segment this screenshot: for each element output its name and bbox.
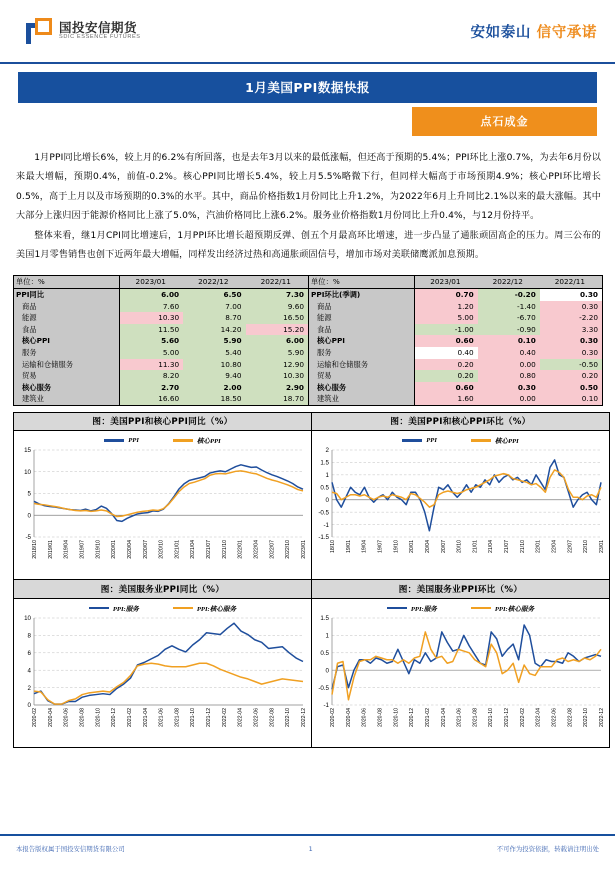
table-row xyxy=(309,359,603,371)
y-axis-tick-label: -5 xyxy=(25,534,31,542)
y-axis-tick-label: 2 xyxy=(325,447,329,455)
table-cell: 14.20 xyxy=(183,324,245,336)
y-axis-tick-label: 1.5 xyxy=(320,460,329,468)
legend-item xyxy=(173,603,236,613)
x-axis-tick-label: 22/01 xyxy=(535,540,542,554)
chart-ppi-core-mom xyxy=(312,412,610,581)
table-cell: 1.20 xyxy=(415,301,478,313)
table-cell: 5.90 xyxy=(183,335,245,347)
chart-series-line xyxy=(34,471,303,517)
legend-label: PPI:核心服务 xyxy=(196,605,237,613)
slogan-part-orange: 信守承诺 xyxy=(536,24,597,41)
x-axis-tick-label: 2021/10 xyxy=(221,540,228,560)
x-axis-tick-label: 2022-04 xyxy=(237,707,244,728)
table-header-row xyxy=(14,276,308,288)
table-row-label: 食品 xyxy=(14,324,120,336)
y-axis-tick-label: 1 xyxy=(325,632,329,640)
x-axis-tick-label: 2020-04 xyxy=(345,707,352,728)
x-axis-tick-label: 20/10 xyxy=(456,540,463,554)
chart-legend xyxy=(14,599,311,614)
x-axis-tick-label: 2021/04 xyxy=(190,540,197,560)
x-axis-tick-label: 2022-12 xyxy=(599,707,605,728)
y-axis-tick-label: 2 xyxy=(27,684,31,692)
table-cell: -2.20 xyxy=(540,312,602,324)
table-cell: 0.50 xyxy=(540,382,602,394)
y-axis-tick-label: -0.5 xyxy=(318,684,329,692)
legend-label: 核心PPI xyxy=(494,438,519,446)
table-row-label: 核心PPI xyxy=(14,335,120,347)
table-cell: 0.20 xyxy=(415,359,478,371)
table-row-label: 商品 xyxy=(14,301,120,313)
chart-svg xyxy=(312,446,607,579)
x-axis-tick-label: 20/04 xyxy=(424,540,431,554)
article-body xyxy=(16,149,601,265)
table-cell: 1.60 xyxy=(415,393,478,405)
legend-label: PPI:核心服务 xyxy=(494,605,535,613)
chart-title: 图：美国服务业PPI环比（%） xyxy=(312,580,609,599)
table-row xyxy=(14,301,308,313)
table-cell: 0.30 xyxy=(540,335,602,347)
table-column-header: 2023/01 xyxy=(120,276,183,288)
table-cell: 9.60 xyxy=(246,301,308,313)
x-axis-tick-label: 21/10 xyxy=(519,540,526,554)
table-cell: 0.30 xyxy=(540,301,602,313)
x-axis-tick-label: 2020/10 xyxy=(158,540,165,560)
chart-legend xyxy=(312,431,609,446)
x-axis-tick-label: 2020/01 xyxy=(111,540,118,560)
legend-item xyxy=(89,603,139,613)
x-axis-tick-label: 2022/07 xyxy=(269,540,276,560)
x-axis-tick-label: 2021-10 xyxy=(488,707,495,728)
chart-series-line xyxy=(34,623,303,704)
table-cell: 11.50 xyxy=(120,324,183,336)
table-cell: 5.40 xyxy=(183,347,245,359)
table-row xyxy=(309,393,603,405)
table-row-label: 建筑业 xyxy=(14,393,120,405)
table-row xyxy=(309,347,603,359)
x-axis-tick-label: 2022-04 xyxy=(535,707,542,728)
x-axis-tick-label: 2020-02 xyxy=(32,707,38,728)
table-row xyxy=(14,335,308,347)
x-axis-tick-label: 20/01 xyxy=(409,540,416,554)
chart-series-line xyxy=(34,663,303,704)
x-axis-tick-label: 21/01 xyxy=(472,540,479,554)
legend-swatch xyxy=(89,607,109,610)
table-unit-label: 单位：% xyxy=(309,276,415,288)
x-axis-tick-label: 2022-06 xyxy=(253,707,260,728)
x-axis-tick-label: 19/10 xyxy=(393,540,400,554)
table-cell: 18.50 xyxy=(183,393,245,405)
table-cell: 0.00 xyxy=(478,393,540,405)
table-cell: 11.30 xyxy=(120,359,183,371)
table-cell: 7.30 xyxy=(246,289,308,301)
table-cell: 0.10 xyxy=(540,393,602,405)
table-row-label: 服务 xyxy=(14,347,120,359)
table-cell: 0.70 xyxy=(415,289,478,301)
table-column-header: 2022/12 xyxy=(183,276,245,288)
legend-item xyxy=(471,435,519,445)
table-row xyxy=(14,289,308,301)
x-axis-tick-label: 2021/07 xyxy=(206,540,213,560)
x-axis-tick-label: 2021-04 xyxy=(440,707,447,728)
chart-series-line xyxy=(332,460,601,531)
table-cell: 0.40 xyxy=(478,347,540,359)
x-axis-tick-label: 2020-04 xyxy=(47,707,54,728)
table-row xyxy=(309,301,603,313)
x-axis-tick-label: 2021-02 xyxy=(126,707,133,728)
table-cell: 0.40 xyxy=(415,347,478,359)
y-axis-tick-label: 0 xyxy=(325,497,329,505)
table-row xyxy=(14,382,308,394)
table-cell: 2.00 xyxy=(183,382,245,394)
y-axis-tick-label: -1.5 xyxy=(318,534,329,542)
chart-series-line xyxy=(34,465,303,522)
footer-copyright: 本报告版权属于国投安信期货有限公司 xyxy=(16,845,125,853)
chart-plot-area xyxy=(14,446,311,579)
legend-label: PPI xyxy=(426,436,437,444)
legend-label: PPI:服务 xyxy=(410,605,437,613)
table-cell: 3.30 xyxy=(540,324,602,336)
x-axis-tick-label: 2022-10 xyxy=(285,707,292,728)
x-axis-tick-label: 2020/04 xyxy=(126,540,133,560)
table-row xyxy=(14,312,308,324)
table-row xyxy=(309,382,603,394)
table-cell: 8.70 xyxy=(183,312,245,324)
table-cell: 6.00 xyxy=(246,335,308,347)
x-axis-tick-label: 2021/01 xyxy=(174,540,181,560)
x-axis-tick-label: 2022-08 xyxy=(269,707,276,728)
x-axis-tick-label: 2021-08 xyxy=(472,707,479,728)
x-axis-tick-label: 2020-02 xyxy=(330,707,336,728)
x-axis-tick-label: 2021-04 xyxy=(142,707,149,728)
x-axis-tick-label: 2022-12 xyxy=(301,707,307,728)
y-axis-tick-label: 15 xyxy=(24,447,31,455)
x-axis-tick-label: 21/04 xyxy=(488,540,495,554)
table-row-label: 贸易 xyxy=(309,370,415,382)
table-row-label: 建筑业 xyxy=(309,393,415,405)
table-row-label: 商品 xyxy=(309,301,415,313)
sdic-essence-logo-icon xyxy=(26,18,52,44)
y-axis-tick-label: 10 xyxy=(24,469,31,477)
page-title: 1月美国PPI数据快报 xyxy=(18,72,597,103)
table-cell: 0.80 xyxy=(478,370,540,382)
table-cell: 10.30 xyxy=(246,370,308,382)
y-axis-tick-label: 0.5 xyxy=(320,649,329,657)
table-cell: 10.80 xyxy=(183,359,245,371)
chart-plot-area xyxy=(14,614,311,747)
x-axis-tick-label: 22/10 xyxy=(583,540,590,554)
chart-series-line xyxy=(332,625,601,689)
x-axis-tick-label: 2019/07 xyxy=(79,540,86,560)
highlight-badge: 点石成金 xyxy=(412,107,597,136)
table-column-header: 2022/11 xyxy=(540,276,602,288)
table-row xyxy=(309,324,603,336)
table-row-label: 贸易 xyxy=(14,370,120,382)
x-axis-tick-label: 2022/01 xyxy=(237,540,244,560)
legend-swatch xyxy=(471,607,491,610)
y-axis-tick-label: -1 xyxy=(323,702,329,710)
y-axis-tick-label: 0 xyxy=(27,702,31,710)
table-cell: 0.60 xyxy=(415,335,478,347)
table-row xyxy=(14,393,308,405)
table-cell: 5.60 xyxy=(120,335,183,347)
x-axis-tick-label: 2019/10 xyxy=(95,540,102,560)
x-axis-tick-label: 20/07 xyxy=(440,540,447,554)
x-axis-tick-label: 22/07 xyxy=(567,540,574,554)
table-cell: 12.90 xyxy=(246,359,308,371)
table-cell: 2.90 xyxy=(246,382,308,394)
y-axis-tick-label: -0.5 xyxy=(318,509,329,517)
table-cell: 0.60 xyxy=(415,382,478,394)
chart-legend xyxy=(312,599,609,614)
x-axis-tick-label: 18/10 xyxy=(330,540,336,554)
chart-services-ppi-yoy xyxy=(13,580,312,748)
x-axis-tick-label: 19/07 xyxy=(377,540,384,554)
x-axis-tick-label: 2021-02 xyxy=(424,707,431,728)
article-paragraph-2: 整体来看，继1月CPI同比增速后，1月PPI环比增长超预期反弹、创五个月最高环比增速，进一步凸显了通胀顽固高企的压力。周三公布的美国1月零售销售也创下近两年最大增幅，同样发出经济过热和高通胀顽固信号，增加市场对美联储鹰派加息预期。 xyxy=(16,230,601,261)
table-cell: 8.20 xyxy=(120,370,183,382)
table-cell: 0.30 xyxy=(478,382,540,394)
x-axis-tick-label: 2020-06 xyxy=(361,707,368,728)
footer-page-number: 1 xyxy=(308,844,313,853)
table-cell: 15.20 xyxy=(246,324,308,336)
table-cell: -1.00 xyxy=(415,324,478,336)
table-cell: 10.30 xyxy=(120,312,183,324)
tag-row xyxy=(18,107,597,136)
x-axis-tick-label: 2021-12 xyxy=(206,707,213,728)
table-header-row xyxy=(309,276,603,288)
y-axis-tick-label: 1.5 xyxy=(320,615,329,623)
table-cell: 2.70 xyxy=(120,382,183,394)
legend-swatch xyxy=(387,607,407,610)
x-axis-tick-label: 22/04 xyxy=(551,540,558,554)
table-column-header: 2023/01 xyxy=(415,276,478,288)
table-row-label: PPI同比 xyxy=(14,289,120,301)
table-row-label: 核心PPI xyxy=(309,335,415,347)
y-axis-tick-label: 0 xyxy=(27,512,31,520)
x-axis-tick-label: 2020-06 xyxy=(63,707,70,728)
table-cell: -1.40 xyxy=(478,301,540,313)
table-cell: 7.00 xyxy=(183,301,245,313)
x-axis-tick-label: 2020/07 xyxy=(142,540,149,560)
table-cell: -0.50 xyxy=(540,359,602,371)
x-axis-tick-label: 21/07 xyxy=(504,540,511,554)
brand-name-en: SDIC ESSENCE FUTURES xyxy=(59,34,141,41)
brand-name-cn: 国投安信期货 xyxy=(59,20,138,35)
table-row-label: 能源 xyxy=(309,312,415,324)
table-row xyxy=(14,370,308,382)
table-row xyxy=(14,324,308,336)
y-axis-tick-label: 0.5 xyxy=(320,484,329,492)
chart-ppi-core-yoy xyxy=(13,412,312,581)
page-header xyxy=(0,0,615,64)
slogan-part-blue: 安如泰山 xyxy=(470,24,531,41)
table-cell: 16.60 xyxy=(120,393,183,405)
table-body xyxy=(14,289,308,405)
chart-svg xyxy=(14,446,309,579)
chart-svg xyxy=(312,614,607,747)
x-axis-tick-label: 2020-12 xyxy=(111,707,118,728)
article-paragraph-1: 1月PPI同比增长6%，较上月的6.2%有所回落，也是去年3月以来的最低涨幅，但还高于预期的5.4%；PPI环比上涨0.7%，为去年6月份以来最大增幅，预期0.4%，前值-0.2%。核心PPI同比增长5.4%，较上月5.5%略微下行，但同样大幅高于市场预期4.9%；核心PPI环比增长0.5%，高于上月以及市场预期的0.3%的水平。其中，商品价格指数1月份同比上升1.2%，为2022年6月上升同比2.1%以来的最大涨幅。其中大部分上涨归因于能源价格同比上涨了5.0%，汽油价格同比上涨6.2%。服务业价格指数1月份同比上升0.4%，与12月份持平。 xyxy=(16,153,601,222)
x-axis-tick-label: 2022-02 xyxy=(221,707,228,728)
y-axis-tick-label: 6 xyxy=(27,649,31,657)
legend-item xyxy=(104,435,139,445)
legend-swatch xyxy=(104,439,124,442)
x-axis-tick-label: 2021-12 xyxy=(504,707,511,728)
table-cell: 0.10 xyxy=(478,335,540,347)
legend-swatch xyxy=(471,439,491,442)
table-column-header: 2022/12 xyxy=(478,276,540,288)
chart-title: 图：美国服务业PPI同比（%） xyxy=(14,580,311,599)
x-axis-tick-label: 2020-08 xyxy=(377,707,384,728)
table-cell: 0.20 xyxy=(540,370,602,382)
x-axis-tick-label: 2020-08 xyxy=(79,707,86,728)
table-row xyxy=(309,335,603,347)
x-axis-tick-label: 2022/10 xyxy=(285,540,292,560)
table-row-label: 食品 xyxy=(309,324,415,336)
chart-legend xyxy=(14,431,311,446)
table-cell: 5.90 xyxy=(246,347,308,359)
table-row xyxy=(309,312,603,324)
legend-label: PPI:服务 xyxy=(112,605,139,613)
table-row xyxy=(309,289,603,301)
x-axis-tick-label: 2022/04 xyxy=(253,540,260,560)
table-cell: 6.50 xyxy=(183,289,245,301)
x-axis-tick-label: 2020-10 xyxy=(95,707,102,728)
legend-item xyxy=(402,435,437,445)
legend-swatch xyxy=(402,439,422,442)
table-cell: 16.50 xyxy=(246,312,308,324)
chart-title: 图：美国PPI和核心PPI环比（%） xyxy=(312,413,609,432)
brand-text xyxy=(59,21,141,41)
table-cell: 0.00 xyxy=(478,359,540,371)
table-cell: 0.20 xyxy=(415,370,478,382)
table-row-label: 服务 xyxy=(309,347,415,359)
table-row xyxy=(309,370,603,382)
legend-label: PPI xyxy=(128,436,139,444)
x-axis-tick-label: 2021-10 xyxy=(190,707,197,728)
ppi-mom-table xyxy=(308,276,602,405)
table-column-header: 2022/11 xyxy=(246,276,308,288)
y-axis-tick-label: 1 xyxy=(325,472,329,480)
charts-grid xyxy=(13,412,603,748)
table-row-label: 运输和仓储服务 xyxy=(309,359,415,371)
table-row-label: 核心服务 xyxy=(14,382,120,394)
table-row-label: 核心服务 xyxy=(309,382,415,394)
x-axis-tick-label: 2022-02 xyxy=(519,707,526,728)
table-cell: 5.00 xyxy=(120,347,183,359)
x-axis-tick-label: 2019/01 xyxy=(47,540,54,560)
brand xyxy=(26,18,141,44)
x-axis-tick-label: 2022-08 xyxy=(567,707,574,728)
y-axis-tick-label: 0 xyxy=(325,667,329,675)
x-axis-tick-label: 2023/01 xyxy=(301,540,307,560)
table-row xyxy=(14,347,308,359)
slogan xyxy=(471,21,597,42)
footer-disclaimer: 不可作为投资依据，转载请注明出处 xyxy=(496,845,599,853)
legend-swatch xyxy=(173,607,193,610)
table-row-label: 运输和仓储服务 xyxy=(14,359,120,371)
legend-label: 核心PPI xyxy=(196,438,221,446)
legend-item xyxy=(173,435,221,445)
y-axis-tick-label: 5 xyxy=(27,491,31,499)
x-axis-tick-label: 2020-10 xyxy=(393,707,400,728)
x-axis-tick-label: 2021-08 xyxy=(174,707,181,728)
table-cell: 0.30 xyxy=(540,289,602,301)
x-axis-tick-label: 2018/10 xyxy=(32,540,38,560)
table-cell: -6.70 xyxy=(478,312,540,324)
table-row-label: PPI环比(季调) xyxy=(309,289,415,301)
data-tables xyxy=(13,275,603,406)
table-cell: 6.00 xyxy=(120,289,183,301)
table-cell: -0.90 xyxy=(478,324,540,336)
x-axis-tick-label: 23/01 xyxy=(599,540,605,554)
table-cell: 5.00 xyxy=(415,312,478,324)
x-axis-tick-label: 2021-06 xyxy=(158,707,165,728)
chart-title: 图：美国PPI和核心PPI同比（%） xyxy=(14,413,311,432)
table-cell: -0.20 xyxy=(478,289,540,301)
x-axis-tick-label: 19/01 xyxy=(345,540,352,554)
y-axis-tick-label: -1 xyxy=(323,522,329,530)
chart-svg xyxy=(14,614,309,747)
table-row-label: 能源 xyxy=(14,312,120,324)
legend-swatch xyxy=(173,439,193,442)
x-axis-tick-label: 2021-06 xyxy=(456,707,463,728)
chart-services-ppi-mom xyxy=(312,580,610,748)
table-row xyxy=(14,359,308,371)
x-axis-tick-label: 2022-10 xyxy=(583,707,590,728)
x-axis-tick-label: 2020-12 xyxy=(409,707,416,728)
legend-item xyxy=(387,603,437,613)
ppi-yoy-table xyxy=(14,276,308,405)
x-axis-tick-label: 19/04 xyxy=(361,540,368,554)
y-axis-tick-label: 8 xyxy=(27,632,31,640)
table-cell: 18.70 xyxy=(246,393,308,405)
table-unit-label: 单位：% xyxy=(14,276,120,288)
x-axis-tick-label: 2019/04 xyxy=(63,540,70,560)
y-axis-tick-label: 10 xyxy=(24,615,31,623)
table-body xyxy=(309,289,603,405)
chart-plot-area xyxy=(312,614,609,747)
table-cell: 7.60 xyxy=(120,301,183,313)
page-footer xyxy=(0,834,615,870)
x-axis-tick-label: 2022-06 xyxy=(551,707,558,728)
chart-plot-area xyxy=(312,446,609,579)
table-cell: 0.30 xyxy=(540,347,602,359)
table-cell: 9.40 xyxy=(183,370,245,382)
legend-item xyxy=(471,603,534,613)
y-axis-tick-label: 4 xyxy=(27,667,31,675)
